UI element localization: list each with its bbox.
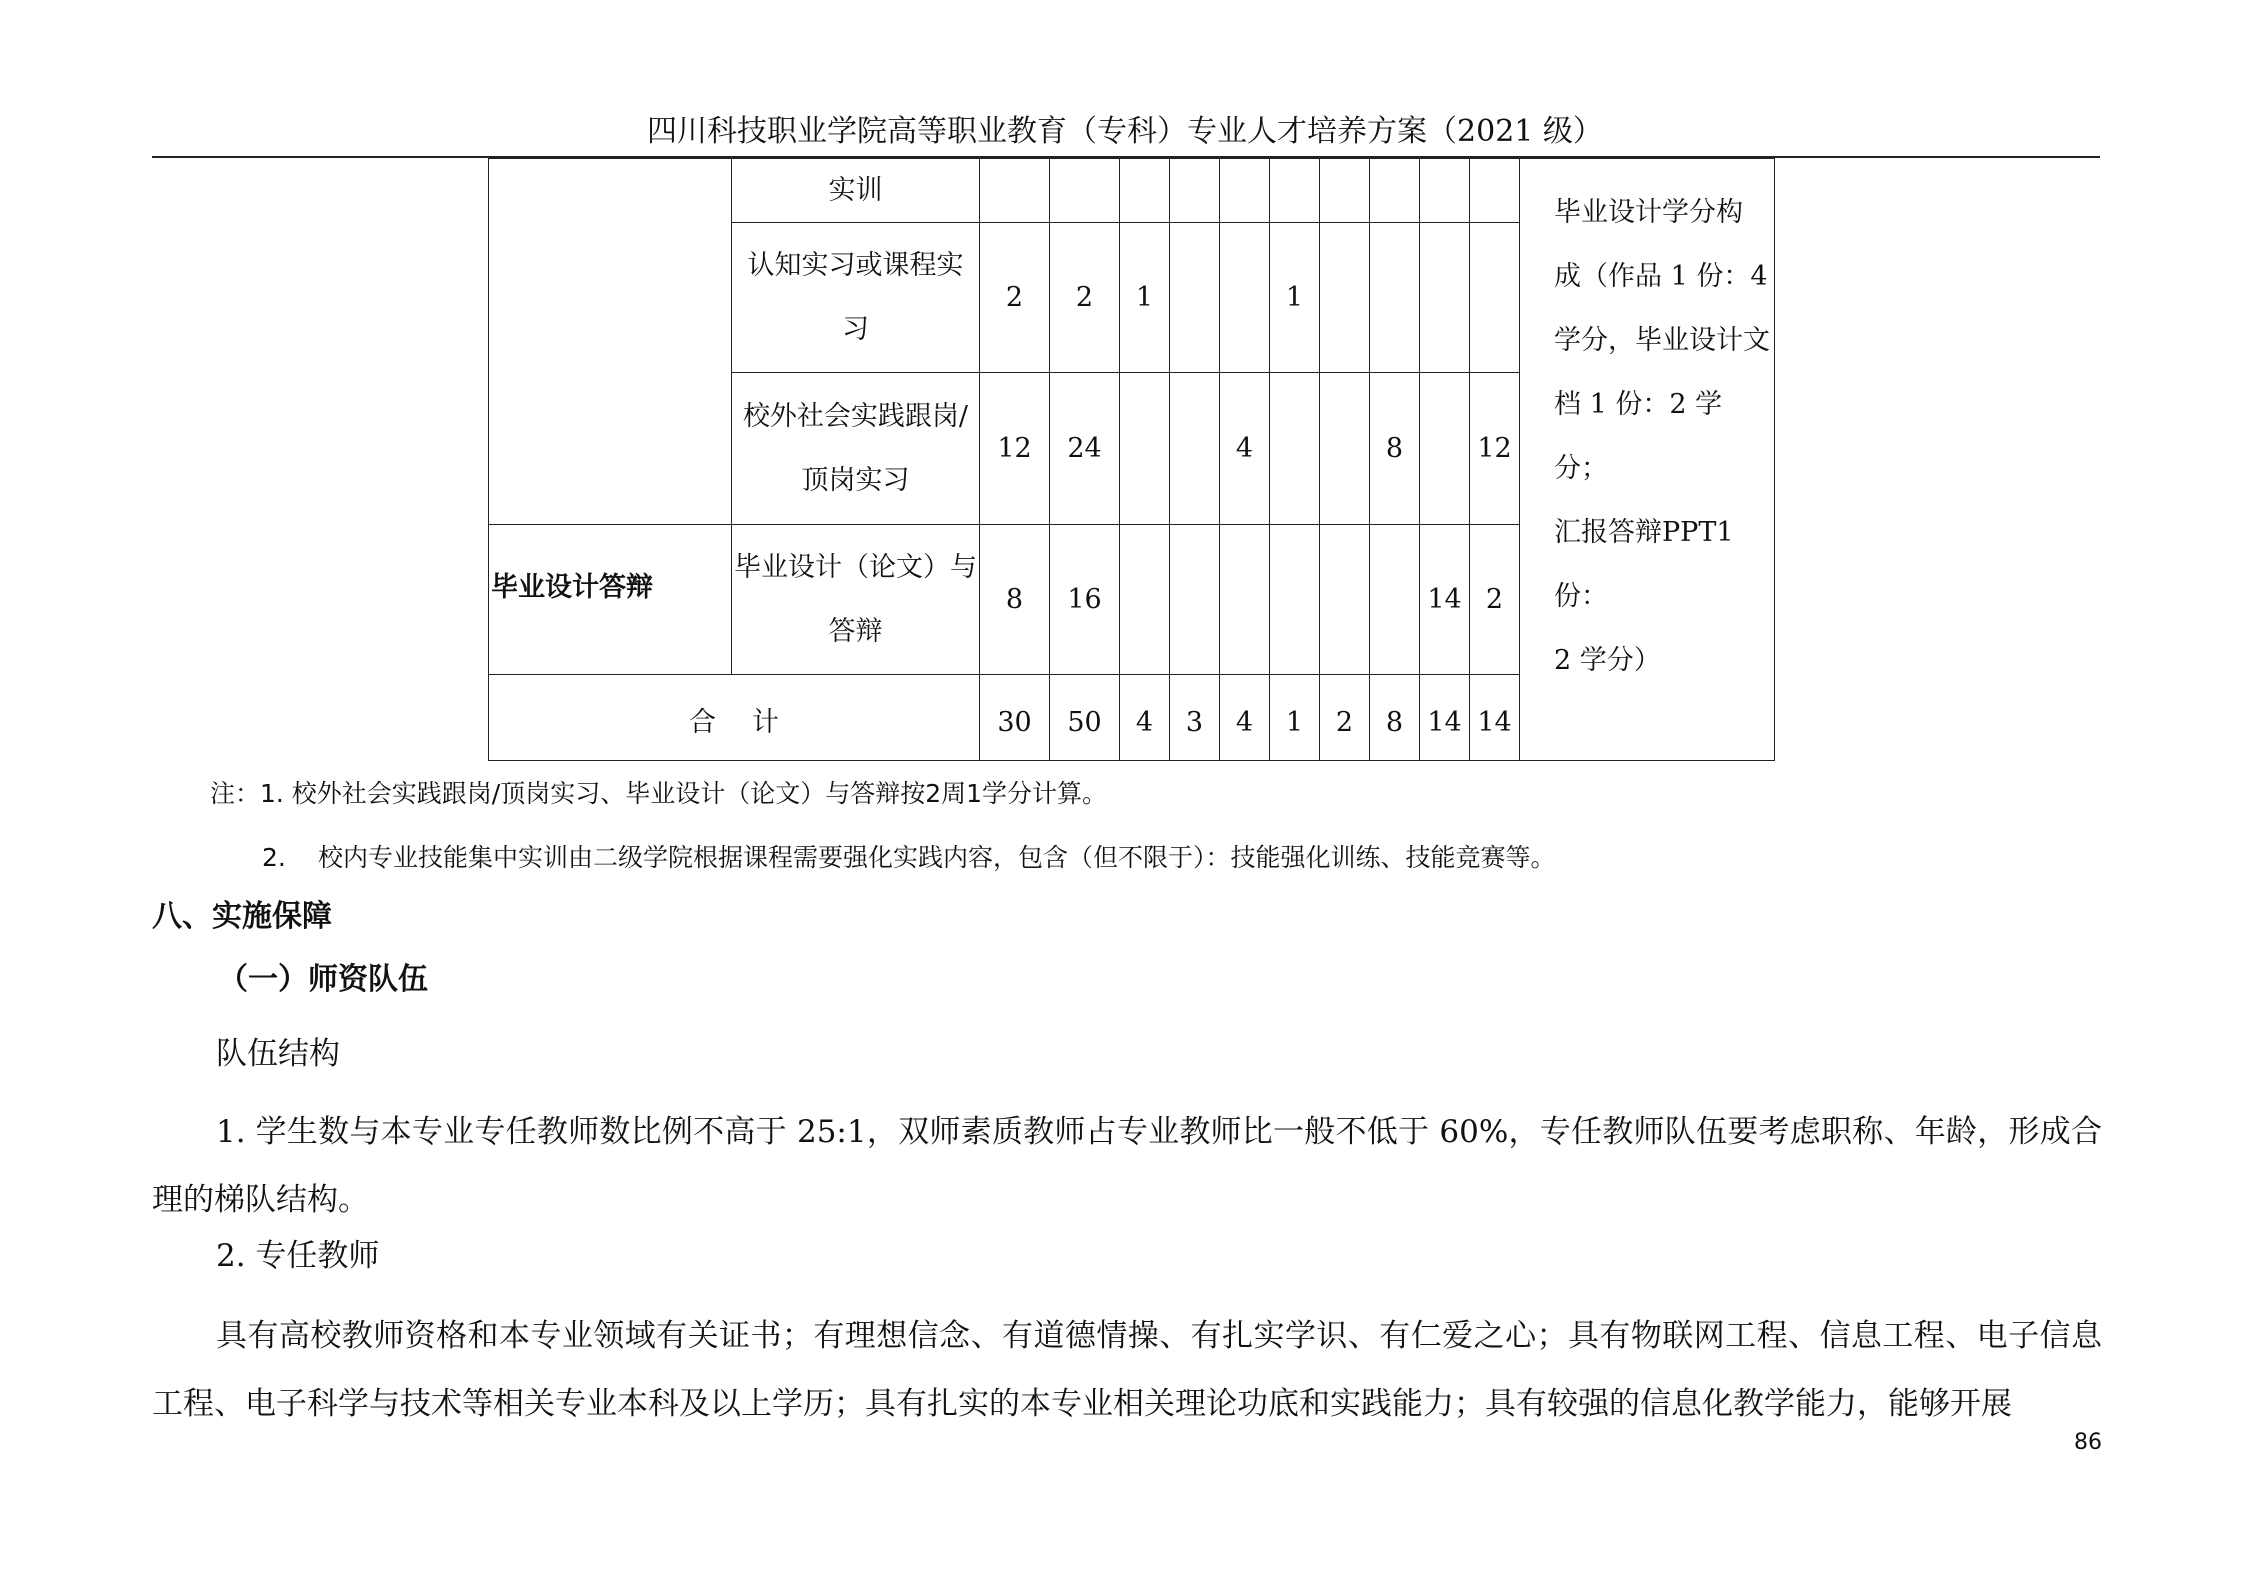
semester-cell — [1370, 525, 1420, 675]
paragraph-fulltime-teacher-heading: 2. 专任教师 — [216, 1238, 380, 1274]
semester-cell — [1170, 223, 1220, 373]
semester-cell — [1420, 373, 1470, 525]
semester-cell: 4 — [1220, 373, 1270, 525]
semester-cell — [1270, 525, 1320, 675]
paragraph-ratio: 1. 学生数与本专业专任教师数比例不高于 25:1，双师素质教师占专业教师比一般不低于 60%，专任教师队伍要考虑职称、年龄，形成合理的梯队结构。 — [152, 1114, 2102, 1218]
total-value-cell: 30 — [980, 675, 1050, 761]
semester-cell — [1370, 223, 1420, 373]
subsection-heading-faculty: （一）师资队伍 — [218, 962, 428, 997]
note-line: 档 1 份：2 学分； — [1554, 389, 1723, 484]
note-line: 2 学分） — [1554, 645, 1661, 676]
total-label: 合计 — [489, 675, 980, 761]
paragraph-structure: 队伍结构 — [216, 1036, 340, 1072]
note-line: 汇报答辩PPT1 份： — [1554, 517, 1734, 612]
semester-cell: 2 — [1470, 525, 1520, 675]
note-line: 成（作品 1 份：4 — [1554, 261, 1768, 292]
total-semester-cell: 2 — [1320, 675, 1370, 761]
semester-cell — [1120, 525, 1170, 675]
semester-cell: 14 — [1420, 525, 1470, 675]
note-line: 学分，毕业设计文 — [1554, 325, 1770, 356]
total-semester-cell: 8 — [1370, 675, 1420, 761]
semester-cell — [1320, 373, 1370, 525]
note-number: 2. — [262, 843, 286, 872]
total-semester-cell: 3 — [1170, 675, 1220, 761]
semester-cell — [1320, 223, 1370, 373]
total-value-cell: 50 — [1050, 675, 1120, 761]
table-note-1: 注：1. 校外社会实践跟岗/顶岗实习、毕业设计（论文）与答辩按2周1学分计算。 — [210, 779, 1108, 808]
table-row — [489, 159, 1775, 223]
semester-cell: 8 — [1370, 373, 1420, 525]
value-cell: 2 — [980, 223, 1050, 373]
semester-cell — [1220, 223, 1270, 373]
table-note-2 — [262, 838, 1556, 878]
total-semester-cell: 14 — [1470, 675, 1520, 761]
note-text: 校内专业技能集中实训由二级学院根据课程需要强化实践内容，包含（但不限于）：技能强化训练、技能竞赛等。 — [318, 843, 1556, 872]
value-cell — [980, 159, 1050, 223]
category-cell-empty — [489, 159, 732, 525]
semester-cell — [1470, 159, 1520, 223]
semester-cell — [1170, 525, 1220, 675]
semester-cell — [1420, 159, 1470, 223]
semester-cell — [1270, 373, 1320, 525]
semester-cell — [1320, 525, 1370, 675]
semester-cell — [1120, 159, 1170, 223]
semester-cell: 1 — [1120, 223, 1170, 373]
course-name-cell: 校外社会实践跟岗/ 顶岗实习 — [732, 373, 980, 525]
section-heading-8: 八、实施保障 — [152, 899, 332, 934]
course-name-cell: 实训 — [732, 159, 980, 223]
note-line: 毕业设计学分构 — [1554, 197, 1743, 228]
value-cell: 8 — [980, 525, 1050, 675]
semester-cell — [1470, 223, 1520, 373]
page-header-title: 四川科技职业学院高等职业教育（专科）专业人才培养方案（2021 级） — [647, 114, 1603, 149]
semester-cell: 12 — [1470, 373, 1520, 525]
total-semester-cell: 14 — [1420, 675, 1470, 761]
value-cell: 16 — [1050, 525, 1120, 675]
total-semester-cell: 1 — [1270, 675, 1320, 761]
total-semester-cell: 4 — [1220, 675, 1270, 761]
semester-cell — [1420, 223, 1470, 373]
semester-cell — [1120, 373, 1170, 525]
semester-cell: 1 — [1270, 223, 1320, 373]
semester-cell — [1320, 159, 1370, 223]
graduation-credit-note-cell — [1520, 159, 1775, 761]
course-name-cell: 毕业设计（论文）与 答辩 — [732, 525, 980, 675]
paragraph-teacher-requirements: 具有高校教师资格和本专业领域有关证书；有理想信念、有道德情操、有扎实学识、有仁爱之心；具有物联网工程、信息工程、电子信息工程、电子科学与技术等相关专业本科及以上学历；具有扎实的本专业相关理论功底和实践能力；具有较强的信息化教学能力，能够开展 — [152, 1318, 2102, 1422]
value-cell: 12 — [980, 373, 1050, 525]
semester-cell — [1220, 525, 1270, 675]
semester-cell — [1270, 159, 1320, 223]
semester-cell — [1220, 159, 1270, 223]
value-cell — [1050, 159, 1120, 223]
page-number: 86 — [2074, 1430, 2102, 1455]
value-cell: 2 — [1050, 223, 1120, 373]
semester-cell — [1170, 373, 1220, 525]
total-semester-cell: 4 — [1120, 675, 1170, 761]
course-name-cell: 认知实习或课程实 习 — [732, 223, 980, 373]
semester-cell — [1370, 159, 1420, 223]
category-cell: 毕业设计答辩 — [489, 525, 732, 675]
semester-cell — [1170, 159, 1220, 223]
value-cell: 24 — [1050, 373, 1120, 525]
practice-credit-table — [488, 158, 1775, 761]
